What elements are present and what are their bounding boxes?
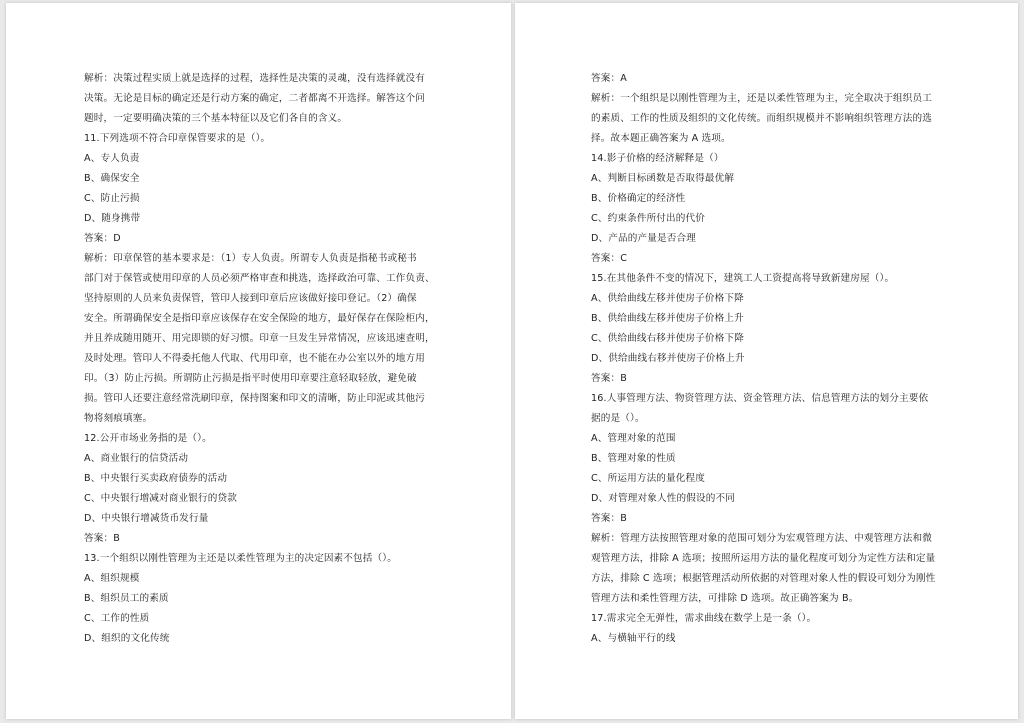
text-line: A、商业银行的信贷活动 — [84, 453, 189, 464]
text-line: 14.影子价格的经济解释是（） — [591, 153, 724, 164]
text-line: 观管理方法，排除 A 选项；按照所运用方法的量化程度可划分为定性方法和定量 — [591, 553, 936, 564]
text-line: A、专人负责 — [84, 153, 140, 164]
text-line: 损。管印人还要注意经常洗刷印章，保持图案和印文的清晰，防止印泥或其他污 — [84, 393, 426, 404]
text-line: 及时处理。管印人不得委托他人代取、代用印章，也不能在办公室以外的地方用 — [84, 353, 426, 364]
text-line: D、供给曲线右移并使房子价格上升 — [591, 353, 745, 364]
text-line: 答案：B — [84, 533, 120, 544]
text-line: B、确保安全 — [84, 173, 140, 184]
text-line: 答案：B — [591, 513, 627, 524]
text-line: 答案：D — [84, 233, 121, 244]
text-line: C、约束条件所付出的代价 — [591, 213, 706, 224]
text-line: 方法，排除 C 选项；根据管理活动所依据的对管理对象人性的假设可划分为刚性 — [591, 573, 936, 584]
text-line: 题时，一定要明确决策的三个基本特征以及它们各自的含义。 — [84, 113, 348, 124]
text-line: 坚持原则的人员来负责保管，管印人接到印章后应该做好接印登记。（2）确保 — [84, 293, 417, 304]
text-line: 据的是（）。 — [591, 413, 645, 424]
text-line: B、组织员工的素质 — [84, 593, 169, 604]
right-page — [515, 3, 1018, 719]
text-line: 的素质、工作的性质及组织的文化传统。而组织规模并不影响组织管理方法的选 — [591, 113, 933, 124]
text-line: 12.公开市场业务指的是（）。 — [84, 433, 212, 444]
text-line: 决策。无论是目标的确定还是行动方案的确定，二者都离不开选择。解答这个问 — [84, 93, 426, 104]
text-line: 物将刻痕填塞。 — [84, 413, 153, 424]
text-line: A、供给曲线左移并使房子价格下降 — [591, 293, 744, 304]
text-line: 16.人事管理方法、物资管理方法、资金管理方法、信息管理方法的划分主要依 — [591, 393, 929, 404]
text-line: C、中央银行增减对商业银行的贷款 — [84, 493, 238, 504]
text-line: D、组织的文化传统 — [84, 633, 170, 644]
text-line: 13.一个组织以刚性管理为主还是以柔性管理为主的决定因素不包括（）。 — [84, 553, 397, 564]
text-line: B、供给曲线左移并使房子价格上升 — [591, 313, 744, 324]
text-line: A、判断目标函数是否取得最优解 — [591, 173, 735, 184]
text-line: 答案：A — [591, 73, 627, 84]
text-line: D、产品的产量是否合理 — [591, 233, 696, 244]
text-line: 部门对于保管或使用印章的人员必须严格审查和挑选，选择政治可靠、工作负责、 — [84, 273, 435, 284]
text-line: A、管理对象的范围 — [591, 433, 676, 444]
text-line: B、价格确定的经济性 — [591, 193, 686, 204]
text-line: 印。（3）防止污损。所谓防止污损是指平时使用印章要注意轻取轻放，避免破 — [84, 373, 417, 384]
text-line: A、组织规模 — [84, 573, 140, 584]
text-line: 解析：管理方法按照管理对象的范围可划分为宏观管理方法、中观管理方法和微 — [591, 533, 933, 544]
text-line: 11.下列选项不符合印章保管要求的是（）。 — [84, 133, 271, 144]
text-line: C、工作的性质 — [84, 613, 150, 624]
right-page-text — [591, 69, 955, 649]
text-line: B、中央银行买卖政府债券的活动 — [84, 473, 228, 484]
text-line: 解析：一个组织是以刚性管理为主，还是以柔性管理为主，完全取决于组织员工 — [591, 93, 933, 104]
text-line: 管理方法和柔性管理方法，可排除 D 选项。故正确答案为 B。 — [591, 593, 859, 604]
text-line: C、所运用方法的量化程度 — [591, 473, 706, 484]
text-line: C、供给曲线右移并使房子价格下降 — [591, 333, 745, 344]
text-line: D、随身携带 — [84, 213, 141, 224]
text-line: 15.在其他条件不变的情况下，建筑工人工资提高将导致新建房屋（）。 — [591, 273, 895, 284]
left-page — [6, 3, 511, 719]
text-line: B、管理对象的性质 — [591, 453, 676, 464]
text-line: 安全。所谓确保安全是指印章应该保存在安全保险的地方，最好保存在保险柜内， — [84, 313, 435, 324]
text-line: 答案：C — [591, 253, 628, 264]
text-line: D、中央银行增减货币发行量 — [84, 513, 209, 524]
text-line: 并且养成随用随开、用完即锁的好习惯。印章一旦发生异常情况，应该迅速查明， — [84, 333, 435, 344]
text-line: 答案：B — [591, 373, 627, 384]
text-line: 17.需求完全无弹性，需求曲线在数学上是一条（）。 — [591, 613, 817, 624]
text-line: 解析：决策过程实质上就是选择的过程，选择性是决策的灵魂，没有选择就没有 — [84, 73, 426, 84]
text-line: A、与横轴平行的线 — [591, 633, 676, 644]
text-line: 择。故本题正确答案为 A 选项。 — [591, 133, 731, 144]
text-line: 解析：印章保管的基本要求是：（1）专人负责。所谓专人负责是指秘书或秘书 — [84, 253, 417, 264]
text-line: C、防止污损 — [84, 193, 140, 204]
text-line: D、对管理对象人性的假设的不同 — [591, 493, 735, 504]
left-page-text — [84, 69, 446, 649]
